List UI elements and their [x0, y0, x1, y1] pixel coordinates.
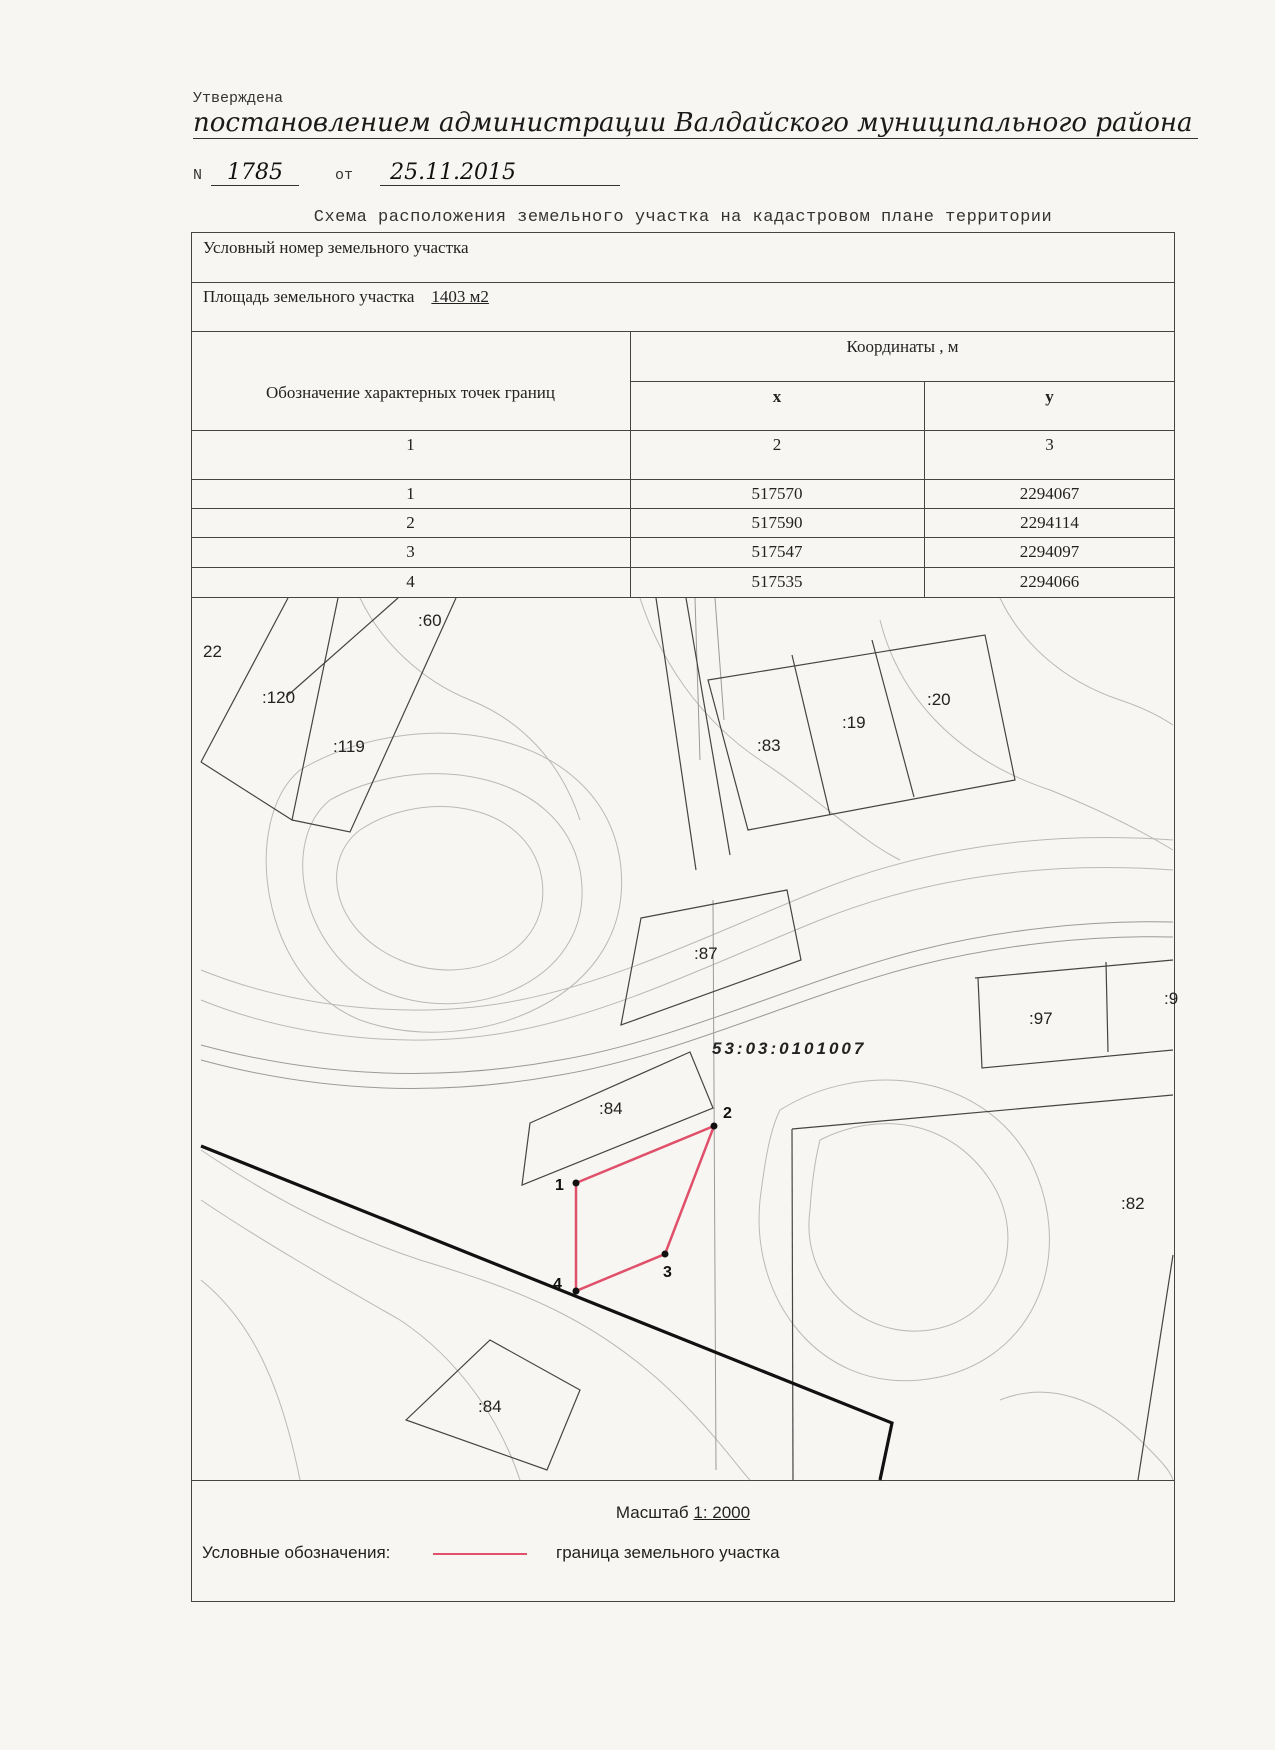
- boundary-point-1: [573, 1180, 580, 1187]
- map-scale: [191, 1503, 1175, 1523]
- boundary-point-3: [662, 1251, 669, 1258]
- land-plot-boundary: [576, 1126, 714, 1291]
- column-number-1: 1: [406, 435, 415, 454]
- table-divider: [191, 282, 1175, 283]
- number-prefix: N: [193, 167, 203, 184]
- legend-item: граница земельного участка: [556, 1543, 780, 1562]
- parcel-label: :60: [418, 611, 442, 630]
- decree-text: постановлением администрации Валдайского муниципального района: [193, 108, 1198, 139]
- scale-value: 1: 2000: [693, 1503, 751, 1522]
- row-x: 517535: [751, 572, 803, 591]
- decree-date: 25.11.2015: [380, 160, 620, 186]
- table-divider: [191, 567, 1175, 568]
- row-x: 517547: [751, 542, 803, 561]
- parcel-label: :19: [842, 713, 866, 732]
- row-point: 1: [406, 484, 415, 503]
- table-divider: [630, 381, 1175, 382]
- table-divider: [191, 479, 1175, 480]
- approved-label: Утверждена: [193, 90, 284, 107]
- point-label: 4: [553, 1276, 562, 1293]
- conditional-number-label: Условный номер земельного участка: [203, 238, 469, 257]
- point-label: 3: [663, 1264, 672, 1281]
- area-value: 1403 м2: [431, 287, 489, 306]
- parcel-label: :97: [1029, 1009, 1053, 1028]
- parcel-label: :82: [1121, 1194, 1145, 1213]
- x-header: x: [772, 387, 782, 406]
- row-x: 517590: [751, 513, 803, 532]
- decree-number-line: [193, 160, 620, 186]
- area-row: [203, 287, 489, 307]
- contour-lines: [201, 598, 1173, 1480]
- area-label: Площадь земельного участка: [203, 287, 415, 306]
- legend-boundary-swatch: [433, 1553, 527, 1555]
- parcel-label: :84: [599, 1099, 623, 1118]
- point-label: 2: [723, 1105, 732, 1122]
- schema-title: Схема расположения земельного участка на кадастровом плане территории: [313, 208, 1053, 227]
- point-label: 1: [555, 1177, 564, 1194]
- y-header: y: [1045, 387, 1054, 406]
- quarter-number: 53:03:0101007: [712, 1039, 867, 1058]
- cadastral-map: [201, 598, 1179, 1480]
- parcel-label: :87: [694, 944, 718, 963]
- row-x: 517570: [751, 484, 803, 503]
- boundary-point-4: [573, 1288, 580, 1295]
- decree-number: 1785: [211, 160, 299, 186]
- column-number-2: 2: [772, 435, 782, 454]
- boundary-points: [573, 1123, 718, 1295]
- row-y: 2294067: [1019, 484, 1080, 503]
- table-divider: [191, 508, 1175, 509]
- table-divider: [191, 331, 1175, 332]
- row-point: 4: [406, 572, 415, 591]
- row-y: 2294114: [1020, 513, 1079, 532]
- parcel-label: :120: [262, 688, 296, 707]
- points-header: Обозначение характерных точек границ: [265, 383, 556, 402]
- row-y: 2294097: [1019, 542, 1080, 561]
- table-divider: [191, 537, 1175, 538]
- parcel-labels: [203, 611, 1178, 1416]
- row-y: 2294066: [1019, 572, 1080, 591]
- row-point: 3: [406, 542, 415, 561]
- row-point: 2: [406, 513, 415, 532]
- table-divider: [191, 430, 1175, 431]
- parcel-label: :84: [478, 1397, 502, 1416]
- parcel-label: :83: [757, 736, 781, 755]
- scale-label: Масштаб: [615, 1503, 689, 1522]
- parcel-label: :9: [1164, 989, 1179, 1008]
- column-number-3: 3: [1045, 435, 1054, 454]
- map-bottom-border: [191, 1480, 1175, 1481]
- parcel-label: 22: [203, 642, 222, 661]
- legend-label: Условные обозначения:: [202, 1543, 391, 1562]
- quarter-boundary: [201, 1146, 892, 1480]
- date-prefix: от: [335, 167, 354, 184]
- parcel-label: :20: [927, 690, 951, 709]
- boundary-point-2: [711, 1123, 718, 1130]
- coords-header: Координаты , м: [846, 337, 959, 356]
- parcel-label: :119: [333, 737, 365, 756]
- parcel-outlines: [201, 598, 1173, 1480]
